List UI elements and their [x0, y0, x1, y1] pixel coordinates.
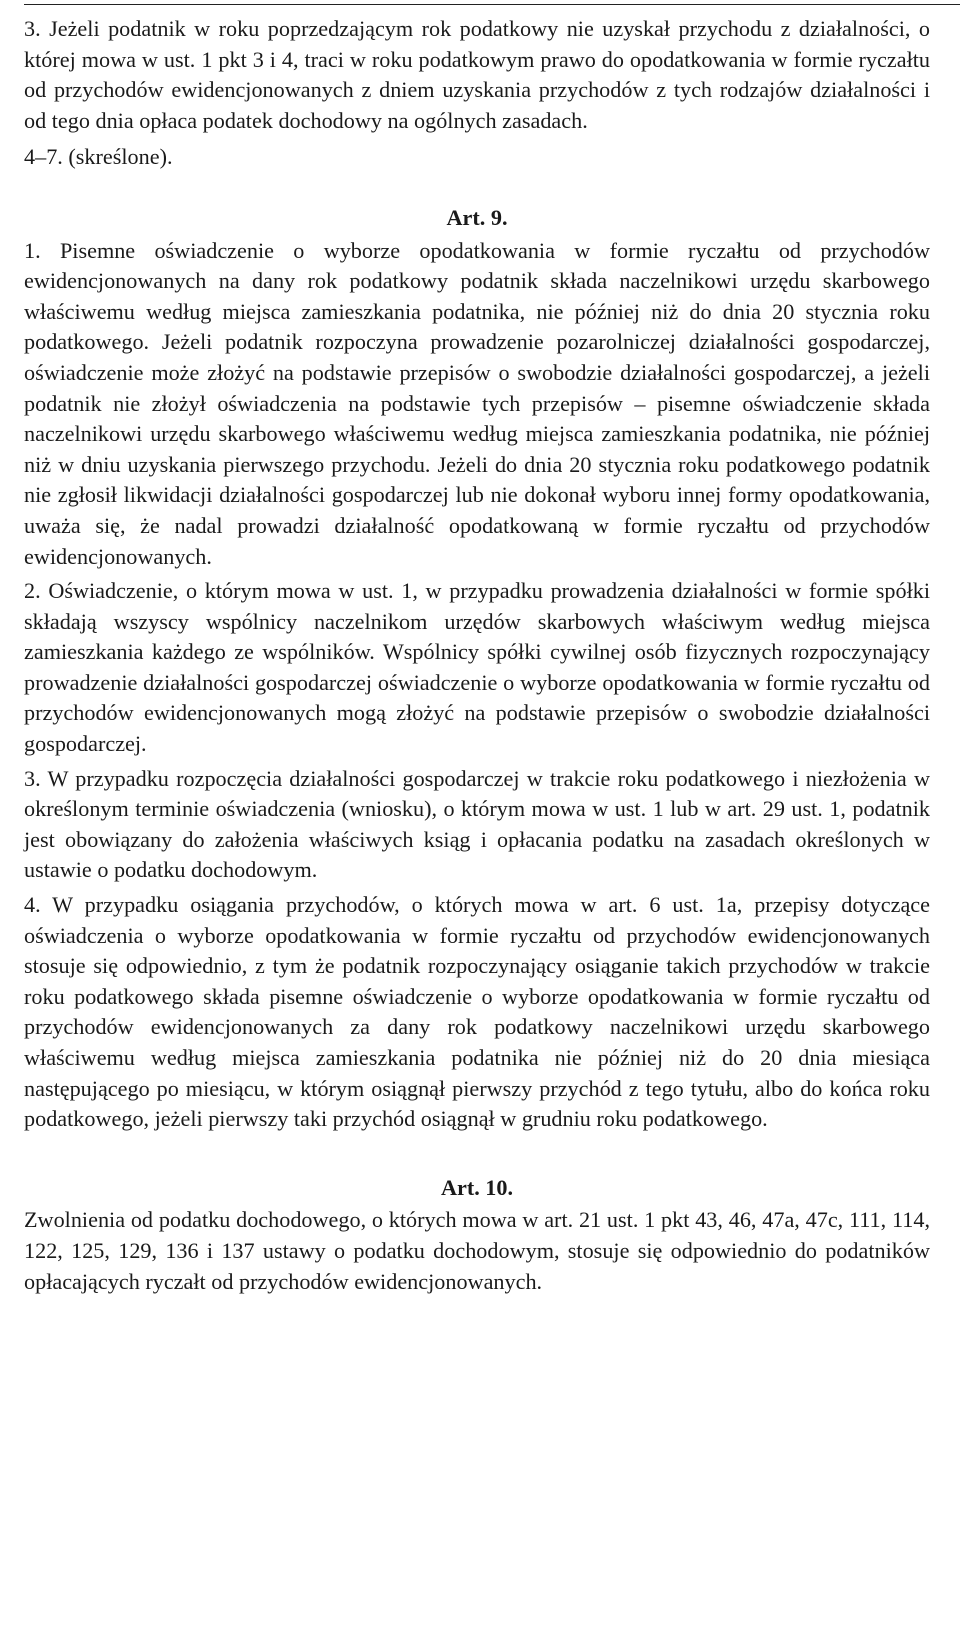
article-10-text: Zwolnienia od podatku dochodowego, o których mowa w art. 21 ust. 1 pkt 43, 46, 47a, 47c, 111, 114, 122, 125, 129, 136 i 137 ustawy o podatku dochodowym, stosuje się odpowiednio do podatników opłacających ryczałt od przychodów ewidencjonowanych.	[24, 1207, 930, 1294]
article-9-ust-1: 1. Pisemne oświadczenie o wyborze opodatkowania w formie ryczałtu od przychodów ewidencjonowanych na dany rok podatkowy podatnik składa naczelnikowi urzędu skarbowego właściwemu według miejsca zamieszkania podatnika, nie później niż do dnia 20 stycznia roku podatkowego. Jeżeli podatnik rozpoczyna prowadzenie pozarolniczej działalności gospodarczej, oświadczenie może złożyć na podstawie przepisów o swobodzie działalności gospodarczej, a jeżeli podatnik nie złożył oświadczenia na podstawie tych przepisów – pisemne oświadczenie składa naczelnikowi urzędu skarbowego właściwemu według miejsca zamieszkania podatnika, nie później niż w dniu uzyskania pierwszego przychodu. Jeżeli do dnia 20 stycznia roku podatkowego podatnik nie zgłosił likwidacji działalności gospodarczej lub nie dokonał wyboru innej formy opodatkowania, uważa się, że nadal prowadzi działalność opodatkowaną w formie ryczałtu od przychodów ewidencjonowanych.	[24, 237, 930, 569]
top-rule	[24, 4, 960, 5]
article-9-ust-4: 4. W przypadku osiągania przychodów, o których mowa w art. 6 ust. 1a, przepisy dotyczące oświadczenia o wyborze opodatkowania w formie ryczałtu od przychodów ewidencjonowanych stosuje się odpowiednio, z tym że podatnik rozpoczynający osiąganie takich przychodów w trakcie roku podatkowego składa pisemne oświadczenie o wyborze opodatkowania w formie ryczałtu od przychodów ewidencjonowanych za dany rok podatkowy naczelnikowi urzędu skarbowego właściwemu według miejsca zamieszkania podatnika nie później niż do 20 dnia miesiąca następującego po miesiącu, w którym osiągnął pierwszy przychód z tego tytułu, albo do końca roku podatkowego, jeżeli pierwszy taki przychód osiągnął w grudniu roku podatkowego.	[24, 892, 930, 1132]
article-9-heading: Art. 9.	[446, 204, 508, 230]
paragraph-ust-4-7: 4–7. (skreślone).	[24, 144, 173, 170]
article-9-ust-2: 2. Oświadczenie, o którym mowa w ust. 1, w przypadku prowadzenia działalności w formie spółki składają wszyscy wspólnicy naczelnikom urzędów skarbowych właściwym według miejsca zamieszkania każdego ze wspólników. Wspólnicy spółki cywilnej osób fizycznych rozpoczynający prowadzenie działalności gospodarczej oświadczenie o wyborze opodatkowania w formie ryczałtu od przychodów ewidencjonowanych mogą złożyć na podstawie przepisów o swobodzie działalności gospodarczej.	[24, 578, 930, 757]
document-page	[24, 14, 930, 1297]
article-9-ust-3: 3. W przypadku rozpoczęcia działalności gospodarczej w trakcie roku podatkowego i niezłożenia w określonym terminie oświadczenia (wniosku), o którym mowa w ust. 1 lub w art. 29 ust. 1, podatnik jest obowiązany do założenia właściwych ksiąg i opłacania podatku na zasadach określonych w ustawie o podatku dochodowym.	[24, 765, 930, 883]
paragraph-ust-3: 3. Jeżeli podatnik w roku poprzedzającym rok podatkowy nie uzyskał przychodu z działalności, o której mowa w ust. 1 pkt 3 i 4, traci w roku podatkowym prawo do opodatkowania w formie ryczałtu od przychodów ewidencjonowanych z dniem uzyskania przychodów z tych rodzajów działalności i od tego dnia opłaca podatek dochodowy na ogólnych zasadach.	[24, 16, 930, 133]
article-10-heading: Art. 10.	[440, 1174, 514, 1200]
